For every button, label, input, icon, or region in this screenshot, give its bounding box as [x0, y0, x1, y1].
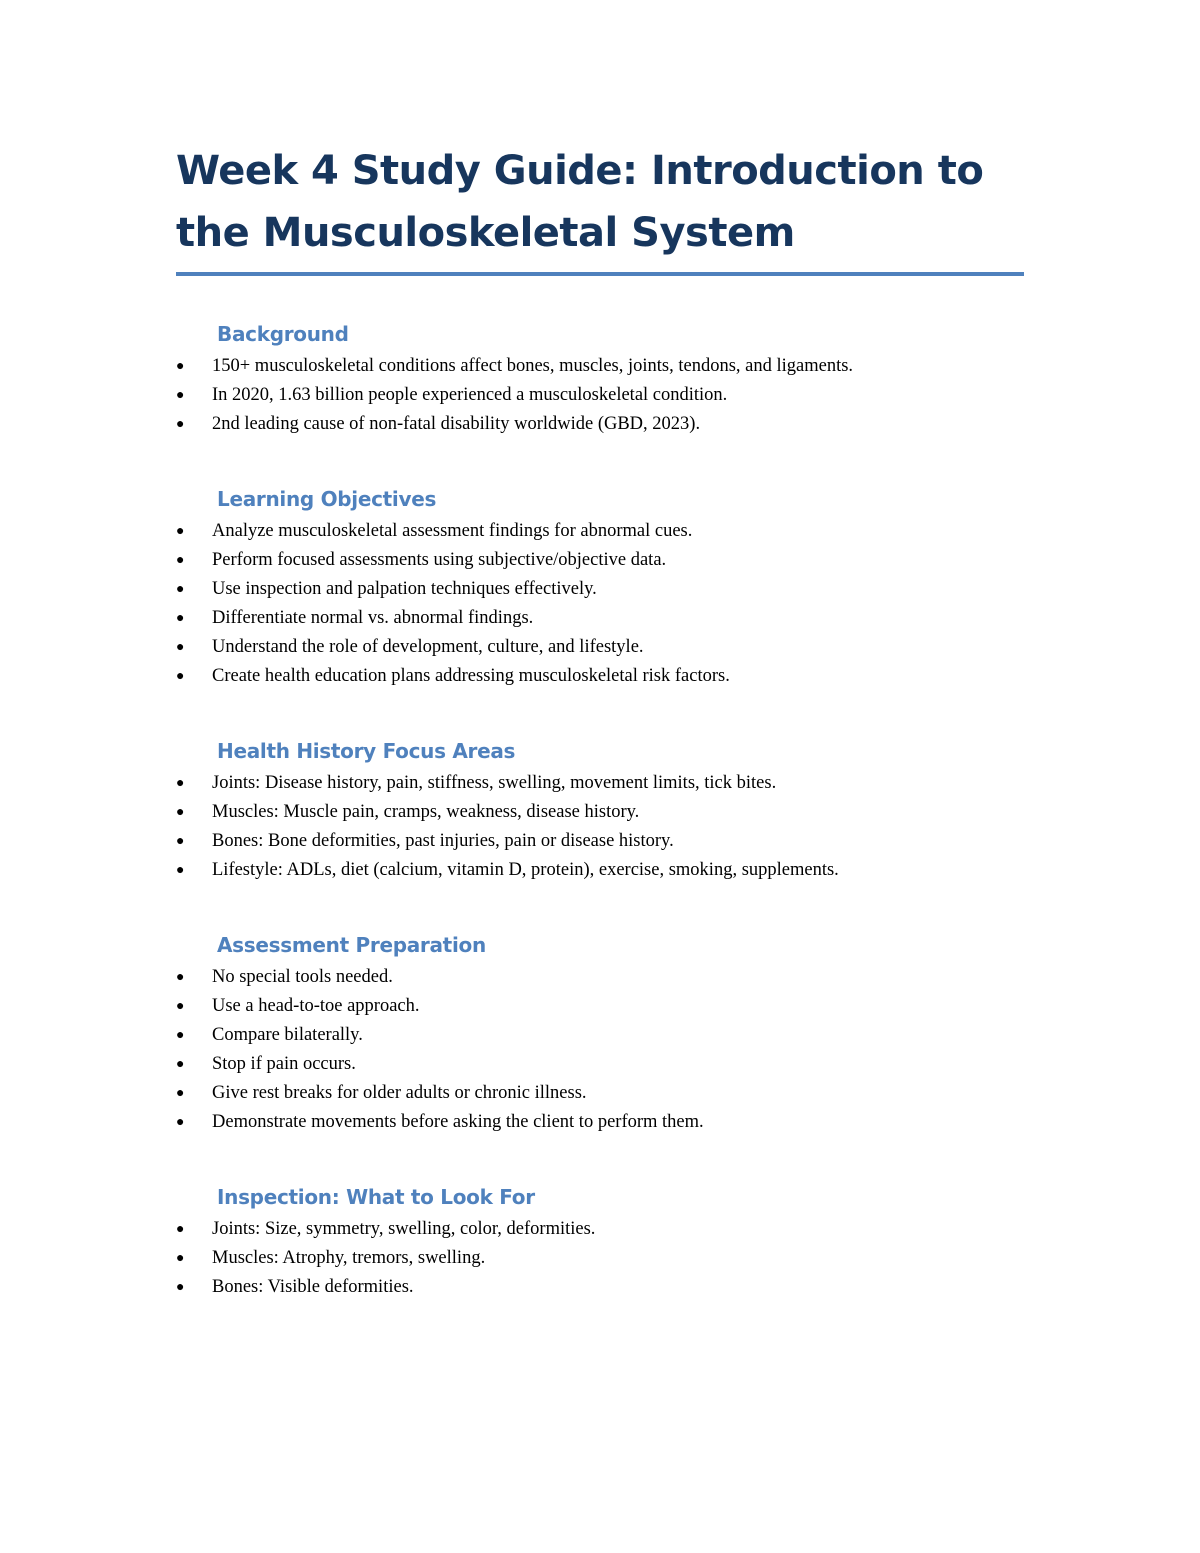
bullet-icon: ● — [176, 776, 185, 791]
list-item — [176, 381, 1024, 410]
bullet-icon: ● — [176, 417, 185, 432]
bullet-list-inspection — [176, 1215, 1024, 1302]
list-item — [176, 1273, 1024, 1302]
bullet-icon: ● — [176, 582, 185, 597]
section-heading-health-history: Health History Focus Areas — [217, 739, 516, 763]
list-item-text: Give rest breaks for older adults or chronic illness. — [212, 1083, 587, 1103]
list-item-text: Analyze musculoskeletal assessment findings for abnormal cues. — [212, 521, 693, 541]
title-line-2: the Musculoskeletal System — [176, 210, 795, 256]
bullet-icon: ● — [176, 611, 185, 626]
list-item-text: Muscles: Muscle pain, cramps, weakness, disease history. — [212, 802, 640, 822]
list-item — [176, 856, 1024, 885]
bullet-icon: ● — [176, 1057, 185, 1072]
list-item-text: Joints: Size, symmetry, swelling, color, deformities. — [212, 1219, 596, 1239]
list-item-text: No special tools needed. — [212, 967, 393, 987]
bullet-list-learning-objectives — [176, 517, 1024, 691]
bullet-icon: ● — [176, 999, 185, 1014]
list-item — [176, 798, 1024, 827]
bullet-icon: ● — [176, 1115, 185, 1130]
list-item-text: Joints: Disease history, pain, stiffness, swelling, movement limits, tick bites. — [212, 773, 777, 793]
list-item-text: Create health education plans addressing musculoskeletal risk factors. — [212, 666, 730, 686]
bullet-icon: ● — [176, 388, 185, 403]
list-item-text: 2nd leading cause of non-fatal disability worldwide (GBD, 2023). — [212, 414, 701, 434]
section-heading-background: Background — [217, 322, 349, 346]
list-item — [176, 633, 1024, 662]
bullet-icon: ● — [176, 1086, 185, 1101]
bullet-icon: ● — [176, 805, 185, 820]
list-item-text: Demonstrate movements before asking the client to perform them. — [212, 1112, 704, 1132]
list-item-text: Muscles: Atrophy, tremors, swelling. — [212, 1248, 486, 1268]
list-item — [176, 1050, 1024, 1079]
list-item — [176, 662, 1024, 691]
section-inspection — [176, 1183, 1024, 1302]
section-assessment-preparation — [176, 931, 1024, 1137]
list-item — [176, 1108, 1024, 1137]
section-heading-assessment-preparation: Assessment Preparation — [217, 933, 486, 957]
list-item — [176, 1021, 1024, 1050]
list-item — [176, 1215, 1024, 1244]
list-item — [176, 410, 1024, 439]
section-heading-learning-objectives: Learning Objectives — [217, 487, 437, 511]
title-underline — [176, 272, 1024, 276]
bullet-icon: ● — [176, 863, 185, 878]
list-item-text: Understand the role of development, culture, and lifestyle. — [212, 637, 644, 657]
bullet-icon: ● — [176, 834, 185, 849]
list-item-text: Differentiate normal vs. abnormal findings. — [212, 608, 534, 628]
bullet-icon: ● — [176, 553, 185, 568]
bullet-list-background — [176, 352, 1024, 439]
section-learning-objectives — [176, 485, 1024, 691]
bullet-icon: ● — [176, 1280, 185, 1295]
bullet-icon: ● — [176, 669, 185, 684]
list-item — [176, 1244, 1024, 1273]
bullet-icon: ● — [176, 970, 185, 985]
bullet-icon: ● — [176, 640, 185, 655]
bullet-icon: ● — [176, 1222, 185, 1237]
list-item-text: In 2020, 1.63 billion people experienced a musculoskeletal condition. — [212, 385, 728, 405]
list-item — [176, 963, 1024, 992]
title-line-1: Week 4 Study Guide: Introduction to — [176, 148, 984, 194]
list-item — [176, 352, 1024, 381]
list-item — [176, 546, 1024, 575]
bullet-icon: ● — [176, 359, 185, 374]
bullet-icon: ● — [176, 524, 185, 539]
list-item — [176, 827, 1024, 856]
section-background — [176, 320, 1024, 439]
list-item-text: Bones: Bone deformities, past injuries, pain or disease history. — [212, 831, 674, 851]
list-item-text: Use a head-to-toe approach. — [212, 996, 420, 1016]
page-title — [176, 140, 1024, 264]
bullet-list-health-history — [176, 769, 1024, 885]
list-item — [176, 769, 1024, 798]
list-item-text: Stop if pain occurs. — [212, 1054, 356, 1074]
list-item-text: Bones: Visible deformities. — [212, 1277, 414, 1297]
bullet-list-assessment-preparation — [176, 963, 1024, 1137]
list-item-text: Perform focused assessments using subjective/objective data. — [212, 550, 667, 570]
list-item — [176, 992, 1024, 1021]
section-heading-inspection: Inspection: What to Look For — [217, 1185, 535, 1209]
bullet-icon: ● — [176, 1028, 185, 1043]
list-item-text: Compare bilaterally. — [212, 1025, 363, 1045]
bullet-icon: ● — [176, 1251, 185, 1266]
list-item-text: Use inspection and palpation techniques effectively. — [212, 579, 597, 599]
list-item — [176, 604, 1024, 633]
list-item-text: 150+ musculoskeletal conditions affect bones, muscles, joints, tendons, and ligaments. — [212, 356, 854, 376]
list-item — [176, 1079, 1024, 1108]
document-page — [176, 140, 1024, 1302]
section-health-history — [176, 737, 1024, 885]
list-item-text: Lifestyle: ADLs, diet (calcium, vitamin D, protein), exercise, smoking, supplements. — [212, 860, 839, 880]
list-item — [176, 517, 1024, 546]
list-item — [176, 575, 1024, 604]
